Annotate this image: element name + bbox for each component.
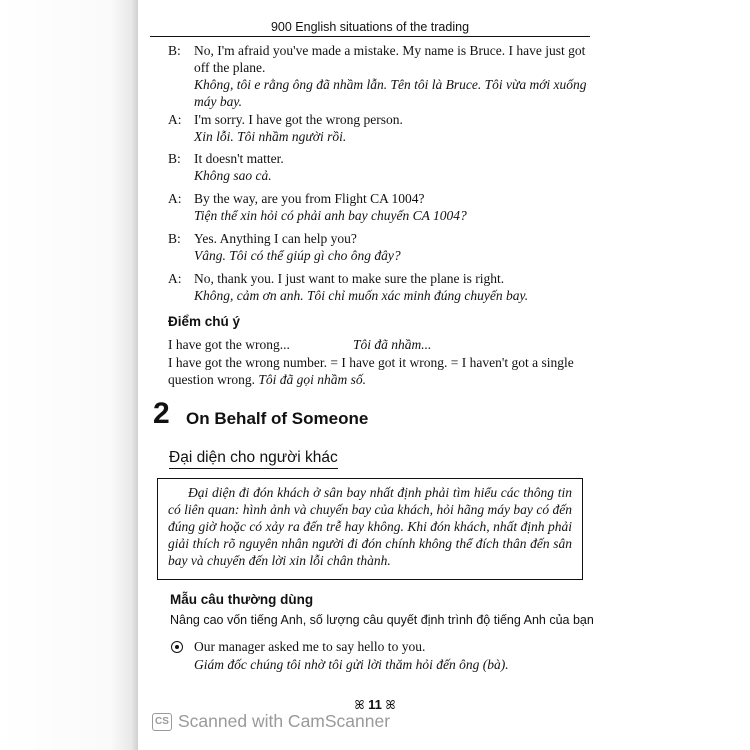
dialogue-vietnamese: Không, cảm ơn anh. Tôi chỉ muốn xác minh đúng chuyến bay. xyxy=(194,288,529,303)
dialogue-english: No, thank you. I just want to make sure the plane is right. xyxy=(194,271,505,286)
book-spine-margin xyxy=(0,0,138,750)
speaker-label: A: xyxy=(168,112,182,127)
speaker-label: B: xyxy=(168,151,181,166)
speaker-label: B: xyxy=(168,231,181,246)
note-vietnamese: Tôi đã nhầm... xyxy=(353,337,432,352)
dialogue-line xyxy=(168,42,598,110)
dialogue-english: It doesn't matter. xyxy=(194,151,284,166)
dialogue-line xyxy=(168,270,598,304)
camscanner-logo-icon: CS xyxy=(152,713,172,731)
dialogue-line xyxy=(168,111,598,145)
speaker-label: B: xyxy=(168,43,181,58)
section-number: 2 xyxy=(153,397,170,430)
section-title: On Behalf of Someone xyxy=(186,409,369,428)
phrase-vietnamese: Giám đốc chúng tôi nhờ tôi gửi lời thăm hỏi đến ông (bà). xyxy=(194,657,509,672)
dialogue-vietnamese: Vâng. Tôi có thể giúp gì cho ông đây? xyxy=(194,248,401,263)
section-subtitle: Đại diện cho người khác xyxy=(169,449,338,469)
dialogue-vietnamese: Tiện thể xin hỏi có phải anh bay chuyến CA 1004? xyxy=(194,208,467,223)
dialogue-vietnamese: Xin lỗi. Tôi nhầm người rồi. xyxy=(194,129,347,144)
speaker-label: A: xyxy=(168,191,182,206)
note-line xyxy=(168,336,598,353)
running-header: 900 English situations of the trading xyxy=(150,20,590,37)
dialogue-line xyxy=(168,190,598,224)
bullet-target-icon xyxy=(171,641,183,653)
dialogue-vietnamese: Không sao cả. xyxy=(194,168,272,183)
phrases-description: Nâng cao vốn tiếng Anh, số lượng câu quyết định trình độ tiếng Anh của bạn xyxy=(170,613,594,627)
camscanner-watermark: Scanned with CamScanner xyxy=(178,711,391,731)
note-heading: Điểm chú ý xyxy=(168,314,241,329)
dialogue-line xyxy=(168,150,598,184)
note-english: I have got the wrong number. = I have got it wrong. = I haven't got a single question wrong. xyxy=(168,355,574,387)
speaker-label: A: xyxy=(168,271,182,286)
dialogue-english: No, I'm afraid you've made a mistake. My name is Bruce. I have just got off the plane. xyxy=(194,43,586,75)
ornament-left-icon: ꕤ xyxy=(354,698,365,712)
page-number: 11 xyxy=(368,697,382,712)
note-english: I have got the wrong... xyxy=(168,337,290,352)
note-paragraph xyxy=(168,354,598,388)
note-vietnamese: Tôi đã gọi nhầm số. xyxy=(258,372,367,387)
ornament-right-icon: ꕤ xyxy=(385,698,396,712)
phrases-heading: Mẫu câu thường dùng xyxy=(170,592,314,607)
dialogue-english: By the way, are you from Flight CA 1004? xyxy=(194,191,425,206)
phrase-english: Our manager asked me to say hello to you. xyxy=(194,639,426,654)
dialogue-english: I'm sorry. I have got the wrong person. xyxy=(194,112,403,127)
intro-box: Đại diện đi đón khách ở sân bay nhất định phải tìm hiểu các thông tin có liên quan: hình ảnh và chuyến bay của khách, hỏi hãng máy bay có đến đúng giờ hoặc có xảy ra đến trễ hay không. Khi đón khách, nhất định phải giải thích rõ nguyên nhân người đi đón chính không thể đích thân đến sân bay và chuyển đến lời xin lỗi chân thành. xyxy=(157,478,583,580)
dialogue-vietnamese: Không, tôi e rằng ông đã nhầm lẫn. Tên tôi là Bruce. Tôi vừa mới xuống máy bay. xyxy=(194,77,587,109)
dialogue-english: Yes. Anything I can help you? xyxy=(194,231,357,246)
dialogue-line xyxy=(168,230,598,264)
